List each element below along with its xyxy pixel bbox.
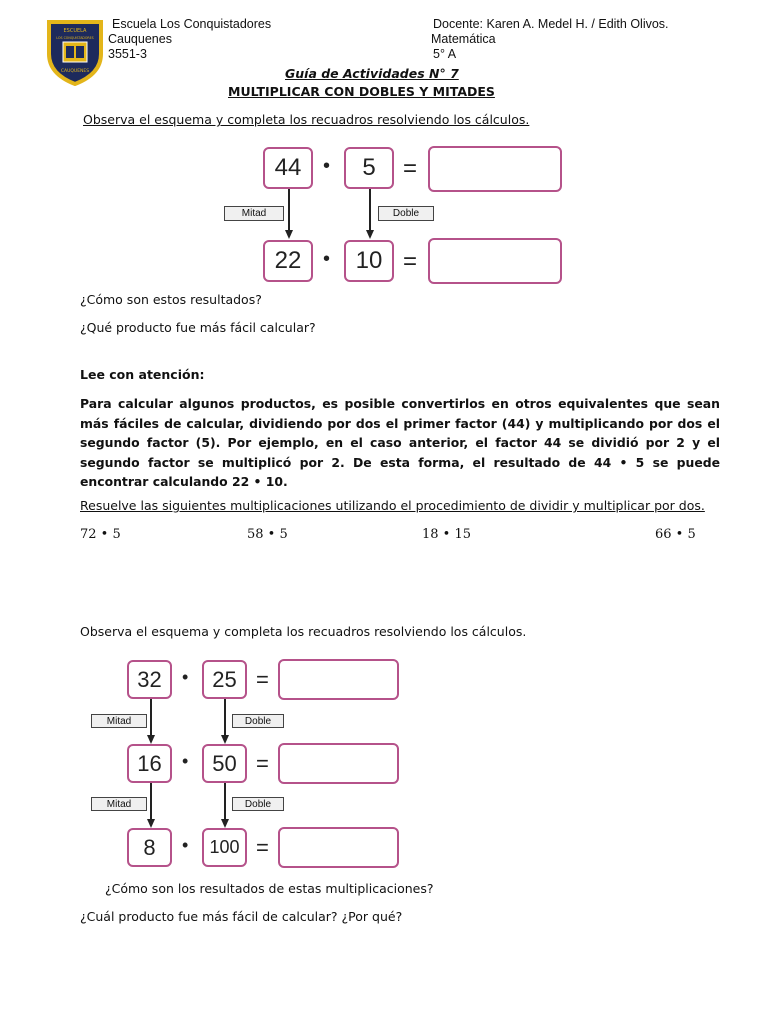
school-code: 3551-3 — [108, 47, 147, 61]
instruction-2: Resuelve las siguientes multiplicaciones utilizando el procedimiento de dividir y multiplicar por dos. — [80, 498, 705, 513]
school-name: Escuela Los Conquistadores — [112, 17, 272, 31]
question-1: ¿Cómo son estos resultados? — [80, 292, 262, 307]
factor-box: 22 — [263, 240, 313, 282]
exercise: 72 • 5 — [80, 527, 121, 542]
equals-sign: = — [256, 835, 269, 860]
equals-sign: = — [256, 751, 269, 776]
doble-label: Doble — [232, 797, 284, 811]
answer-box[interactable] — [278, 743, 399, 784]
factor-box: 25 — [202, 660, 247, 699]
factor-box: 50 — [202, 744, 247, 783]
arrow-line — [224, 699, 226, 736]
arrow-line — [150, 699, 152, 736]
multiply-dot: • — [323, 248, 331, 270]
arrow-down-icon — [366, 230, 374, 239]
page-title: Guía de Actividades N° 7 — [285, 66, 459, 81]
doble-label: Doble — [378, 206, 434, 221]
arrow-down-icon — [285, 230, 293, 239]
question-4: ¿Cuál producto fue más fácil de calcular? ¿Por qué? — [80, 909, 403, 924]
teacher-names: Docente: Karen A. Medel H. / Edith Olivos. — [433, 17, 669, 31]
arrow-line — [150, 783, 152, 820]
exercise: 58 • 5 — [247, 527, 288, 542]
question-3: ¿Cómo son los resultados de estas multiplicaciones? — [105, 881, 434, 896]
subject: Matemática — [431, 32, 496, 46]
equals-sign: = — [256, 667, 269, 692]
multiply-dot: • — [323, 155, 331, 177]
question-2: ¿Qué producto fue más fácil calcular? — [80, 320, 316, 335]
logo-text-top: ESCUELA — [63, 28, 87, 34]
school-city: Cauquenes — [108, 32, 172, 46]
equals-sign: = — [403, 155, 418, 182]
factor-box: 16 — [127, 744, 172, 783]
doble-label: Doble — [232, 714, 284, 728]
logo-text-bottom: CAUQUENES — [60, 69, 90, 74]
arrow-down-icon — [147, 819, 155, 828]
instruction-1: Observa el esquema y completa los recuadros resolviendo los cálculos. — [83, 112, 530, 127]
equals-sign: = — [403, 248, 418, 275]
arrow-down-icon — [221, 735, 229, 744]
answer-box[interactable] — [278, 659, 399, 700]
arrow-down-icon — [221, 819, 229, 828]
multiply-dot: • — [182, 751, 189, 771]
school-logo — [46, 18, 104, 86]
explanation-paragraph: Para calcular algunos productos, es posible convertirlos en otros equivalentes que sean más fáciles de calcular, dividiendo por dos el primer factor (44) y multiplicando por dos el segundo factor (5). Por ejemplo, en el caso anterior, el factor 44 se dividió por 2 y el segundo factor se multiplicó por 2. De esta forma, el resultado de 44 • 5 se puede encontrar calculando 22 • 10. — [80, 396, 720, 489]
factor-box: 8 — [127, 828, 172, 867]
logo-text-mid: LOS CONQUISTADORES — [56, 36, 94, 40]
arrow-line — [224, 783, 226, 820]
answer-box[interactable] — [278, 827, 399, 868]
mitad-label: Mitad — [91, 714, 147, 728]
arrow-down-icon — [147, 735, 155, 744]
read-heading: Lee con atención: — [80, 367, 205, 382]
factor-box: 10 — [344, 240, 394, 282]
arrow-line — [369, 189, 371, 231]
answer-box[interactable] — [428, 238, 562, 284]
factor-box: 5 — [344, 147, 394, 189]
exercise: 66 • 5 — [655, 527, 696, 542]
mitad-label: Mitad — [91, 797, 147, 811]
mitad-label: Mitad — [224, 206, 284, 221]
factor-box: 100 — [202, 828, 247, 867]
instruction-3: Observa el esquema y completa los recuadros resolviendo los cálculos. — [80, 624, 527, 639]
multiply-dot: • — [182, 835, 189, 855]
exercise: 18 • 15 — [422, 527, 472, 542]
factor-box: 32 — [127, 660, 172, 699]
answer-box[interactable] — [428, 146, 562, 192]
grade: 5° A — [433, 47, 457, 61]
page-subtitle: MULTIPLICAR CON DOBLES Y MITADES — [228, 84, 495, 99]
multiply-dot: • — [182, 667, 189, 687]
arrow-line — [288, 189, 290, 231]
factor-box: 44 — [263, 147, 313, 189]
